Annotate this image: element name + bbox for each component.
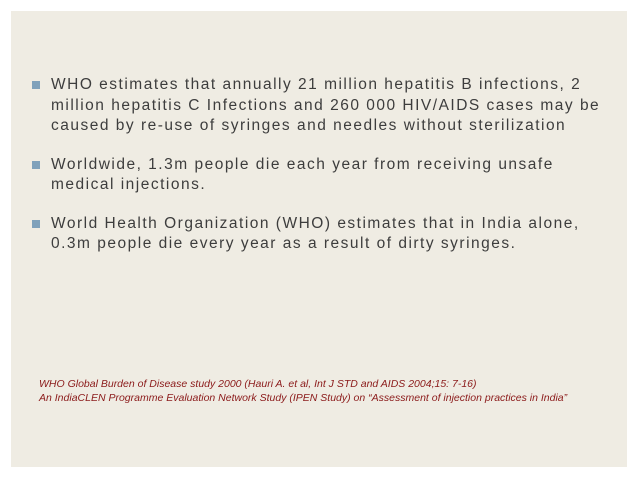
- slide: [11, 11, 627, 467]
- square-bullet-icon: [32, 220, 40, 228]
- bullet-text: Worldwide, 1.3m people die each year from receiving unsafe medical injections.: [51, 155, 554, 193]
- bullet-text: WHO estimates that annually 21 million hepatitis B infections, 2 million hepatitis C Infections and 260 000 HIV/AIDS cases may be caused by re-use of syringes and needles without sterilization: [51, 76, 601, 134]
- bullet-item: [32, 214, 622, 255]
- bullet-list: [32, 75, 622, 273]
- square-bullet-icon: [32, 81, 40, 89]
- bullet-text: World Health Organization (WHO) estimates that in India alone, 0.3m people die every year as a result of dirty syringes.: [51, 214, 580, 252]
- bullet-item: [32, 75, 622, 137]
- reference-line: An IndiaCLEN Programme Evaluation Network Study (IPEN Study) on “Assessment of injection practices in India”: [39, 392, 568, 404]
- bullet-item: [32, 155, 622, 196]
- reference-line: WHO Global Burden of Disease study 2000 (Hauri A. et al, Int J STD and AIDS 2004;15: 7-16): [39, 378, 477, 390]
- references: [39, 377, 619, 405]
- square-bullet-icon: [32, 161, 40, 169]
